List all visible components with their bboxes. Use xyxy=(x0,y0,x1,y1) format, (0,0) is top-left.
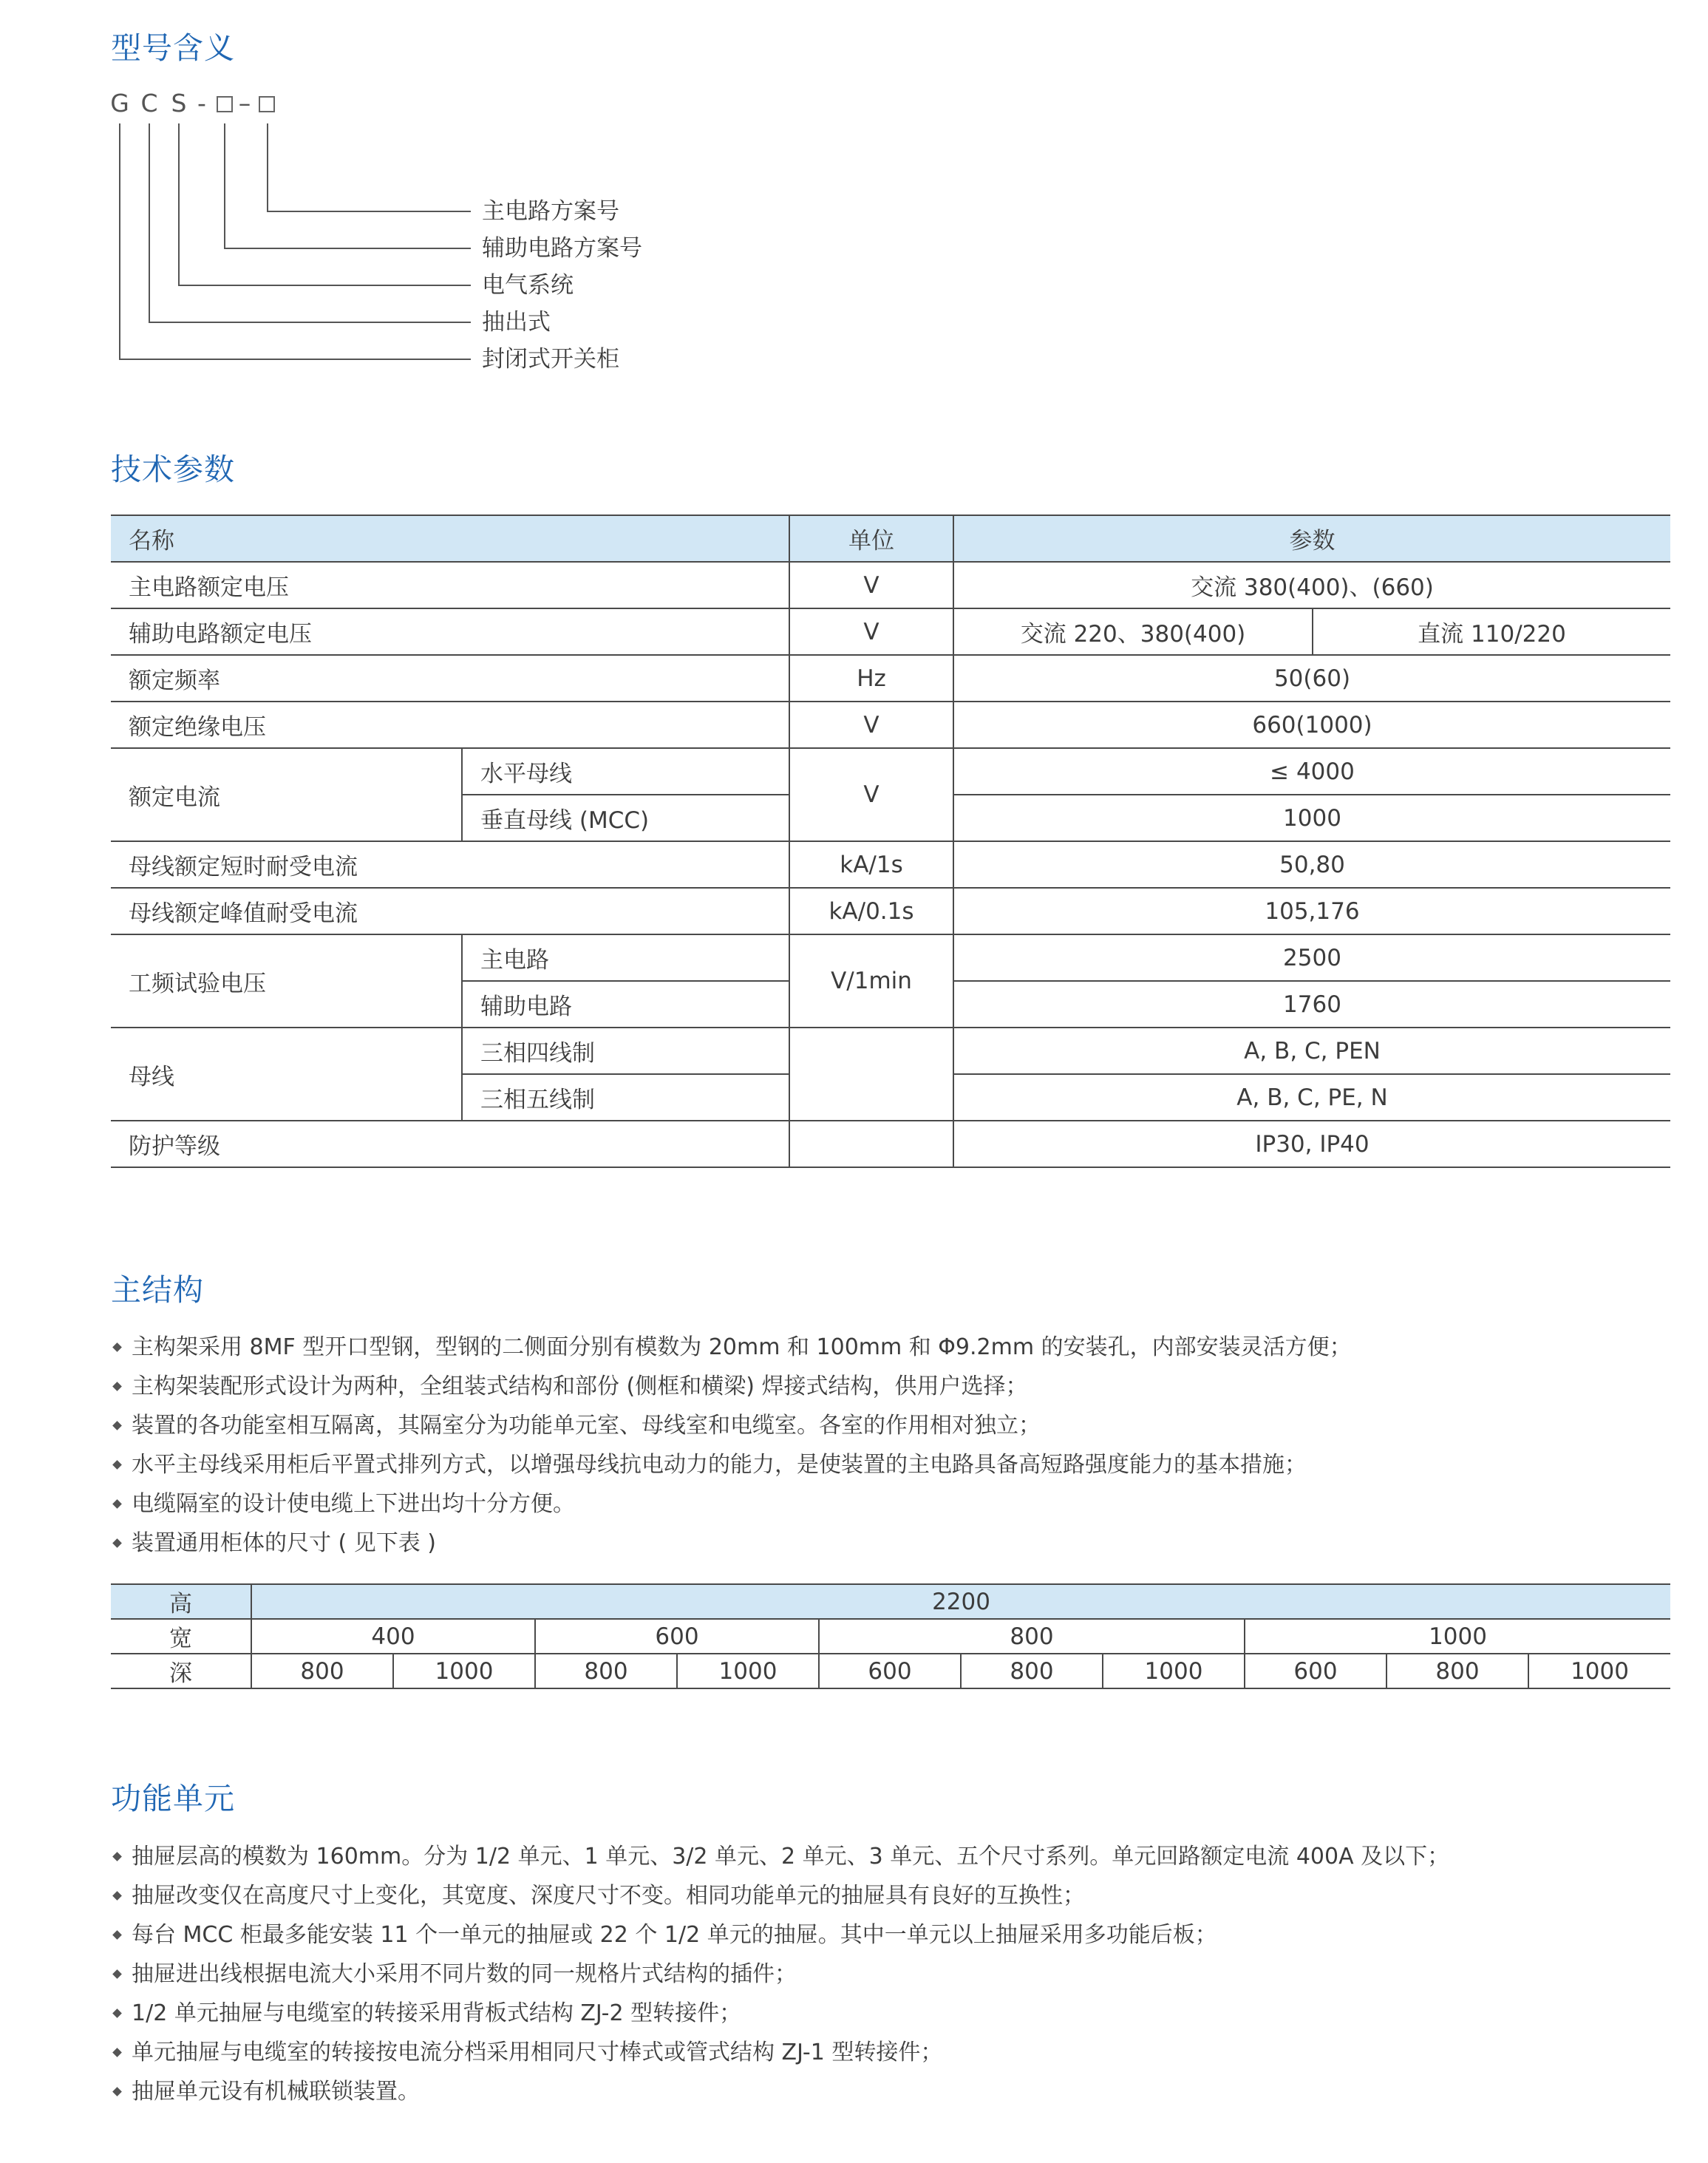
label-main-scheme: 主电路方案号 xyxy=(482,198,619,225)
depth-cell: 1000 xyxy=(393,1654,535,1688)
depth-cell: 1000 xyxy=(1103,1654,1245,1688)
row-value: 50(60) xyxy=(953,655,1670,702)
code-letter-c: C xyxy=(140,89,158,118)
list-item: 抽屉单元设有机械联锁装置。 xyxy=(111,2072,1449,2111)
section-title-tech: 技术参数 xyxy=(111,452,235,487)
connector-electric-system xyxy=(179,123,471,285)
row-name: 母线 xyxy=(111,1028,462,1121)
depth-cell: 1000 xyxy=(677,1654,819,1688)
list-item: 水平主母线采用柜后平置式排列方式，以增强母线抗电动力的能力，是使装置的主电路具备高短路强度能力的基本措施； xyxy=(111,1445,1352,1484)
section-title-function: 功能单元 xyxy=(111,1781,235,1816)
table-row-width xyxy=(111,1619,1670,1654)
row-value: A, B, C, PEN xyxy=(953,1028,1670,1074)
row-unit: kA/0.1s xyxy=(789,888,953,934)
row-name: 额定绝缘电压 xyxy=(111,702,789,748)
row-name: 工频试验电压 xyxy=(111,934,462,1028)
row-value: 交流 380(400)、(660) xyxy=(953,562,1670,608)
height-value: 2200 xyxy=(251,1584,1670,1619)
table-row-depth xyxy=(111,1654,1670,1688)
table-row xyxy=(111,748,1670,795)
section-title-model: 型号含义 xyxy=(111,30,235,66)
row-value-ac: 交流 220、380(400) xyxy=(953,608,1313,655)
width-cell: 800 xyxy=(819,1619,1245,1654)
row-name: 母线额定短时耐受电流 xyxy=(111,841,789,888)
label-enclosed-cabinet: 封闭式开关柜 xyxy=(482,346,619,373)
row-subname: 垂直母线 (MCC) xyxy=(462,795,789,841)
table-row xyxy=(111,608,1670,655)
list-item: 主构架采用 8MF 型开口型钢，型钢的二侧面分别有模数为 20mm 和 100mm 和 Φ9.2mm 的安装孔，内部安装灵活方便； xyxy=(111,1328,1352,1367)
depth-cell: 800 xyxy=(251,1654,393,1688)
row-name: 辅助电路额定电压 xyxy=(111,608,789,655)
depth-cell: 1000 xyxy=(1528,1654,1670,1688)
table-row xyxy=(111,702,1670,748)
width-cell: 400 xyxy=(251,1619,535,1654)
depth-cell: 600 xyxy=(819,1654,961,1688)
table-row xyxy=(111,655,1670,702)
header-unit: 单位 xyxy=(789,515,953,562)
code-dash: - xyxy=(197,89,206,118)
row-value: 50,80 xyxy=(953,841,1670,888)
code-letter-s: S xyxy=(171,89,187,118)
dimension-table xyxy=(111,1583,1670,1689)
row-unit: V/1min xyxy=(789,934,953,1028)
parameter-table xyxy=(111,515,1670,1168)
list-item: 电缆隔室的设计使电缆上下进出均十分方便。 xyxy=(111,1484,1352,1524)
header-name: 名称 xyxy=(111,515,789,562)
row-subname: 主电路 xyxy=(462,934,789,981)
width-label: 宽 xyxy=(111,1619,251,1654)
row-subname: 水平母线 xyxy=(462,748,789,795)
row-unit: V xyxy=(789,608,953,655)
depth-cell: 800 xyxy=(1387,1654,1528,1688)
code-dash: – xyxy=(238,89,251,118)
row-value-dc: 直流 110/220 xyxy=(1313,608,1670,655)
row-name: 主电路额定电压 xyxy=(111,562,789,608)
depth-cell: 800 xyxy=(535,1654,677,1688)
label-aux-scheme: 辅助电路方案号 xyxy=(482,235,642,262)
table-row xyxy=(111,888,1670,934)
list-item: 装置通用柜体的尺寸 ( 见下表 ) xyxy=(111,1524,1352,1563)
row-unit: kA/1s xyxy=(789,841,953,888)
table-row xyxy=(111,1121,1670,1167)
row-name: 额定频率 xyxy=(111,655,789,702)
depth-label: 深 xyxy=(111,1654,251,1688)
function-bullet-list xyxy=(111,1837,1449,2111)
table-row-height xyxy=(111,1584,1670,1619)
connector-main-scheme xyxy=(268,123,471,211)
structure-bullet-list xyxy=(111,1328,1352,1563)
row-unit xyxy=(789,1121,953,1167)
row-value: 1000 xyxy=(953,795,1670,841)
section-title-structure: 主结构 xyxy=(111,1272,204,1308)
row-value: 660(1000) xyxy=(953,702,1670,748)
list-item: 抽屉进出线根据电流大小采用不同片数的同一规格片式结构的插件； xyxy=(111,1955,1449,1994)
row-value: A, B, C, PE, N xyxy=(953,1074,1670,1121)
header-params: 参数 xyxy=(953,515,1670,562)
row-unit: V xyxy=(789,702,953,748)
label-withdrawable: 抽出式 xyxy=(482,309,551,336)
row-name: 防护等级 xyxy=(111,1121,789,1167)
list-item: 装置的各功能室相互隔离，其隔室分为功能单元室、母线室和电缆室。各室的作用相对独立； xyxy=(111,1406,1352,1445)
code-letter-g: G xyxy=(110,89,129,118)
table-row xyxy=(111,934,1670,981)
label-electric-system: 电气系统 xyxy=(482,272,574,299)
list-item: 每台 MCC 柜最多能安装 11 个一单元的抽屉或 22 个 1/2 单元的抽屉。其中一单元以上抽屉采用多功能后板； xyxy=(111,1915,1449,1955)
row-name: 额定电流 xyxy=(111,748,462,841)
table-row xyxy=(111,1028,1670,1074)
list-item: 主构架装配形式设计为两种，全组装式结构和部份 (侧框和横梁) 焊接式结构，供用户选择； xyxy=(111,1367,1352,1406)
connector-withdrawable xyxy=(149,123,471,322)
row-subname: 辅助电路 xyxy=(462,981,789,1028)
row-value: IP30, IP40 xyxy=(953,1121,1670,1167)
list-item: 抽屉改变仅在高度尺寸上变化，其宽度、深度尺寸不变。相同功能单元的抽屉具有良好的互换性； xyxy=(111,1876,1449,1915)
table-row xyxy=(111,562,1670,608)
list-item: 单元抽屉与电缆室的转接按电流分档采用相同尺寸棒式或管式结构 ZJ-1 型转接件； xyxy=(111,2033,1449,2072)
depth-cell: 600 xyxy=(1245,1654,1387,1688)
code-connectors xyxy=(0,0,517,384)
table-header-row xyxy=(111,515,1670,562)
connector-enclosed xyxy=(120,123,471,359)
row-value: 1760 xyxy=(953,981,1670,1028)
row-unit xyxy=(789,1028,953,1121)
row-subname: 三相五线制 xyxy=(462,1074,789,1121)
width-cell: 600 xyxy=(535,1619,819,1654)
row-unit: V xyxy=(789,562,953,608)
table-row xyxy=(111,841,1670,888)
connector-aux-scheme xyxy=(225,123,471,248)
row-value: ≤ 4000 xyxy=(953,748,1670,795)
depth-cell: 800 xyxy=(961,1654,1103,1688)
height-label: 高 xyxy=(111,1584,251,1619)
list-item: 1/2 单元抽屉与电缆室的转接采用背板式结构 ZJ-2 型转接件； xyxy=(111,1994,1449,2033)
row-unit: V xyxy=(789,748,953,841)
row-name: 母线额定峰值耐受电流 xyxy=(111,888,789,934)
list-item: 抽屉层高的模数为 160mm。分为 1/2 单元、1 单元、3/2 单元、2 单元、3 单元、五个尺寸系列。单元回路额定电流 400A 及以下； xyxy=(111,1837,1449,1876)
row-value: 2500 xyxy=(953,934,1670,981)
row-value: 105,176 xyxy=(953,888,1670,934)
width-cell: 1000 xyxy=(1245,1619,1670,1654)
row-unit: Hz xyxy=(789,655,953,702)
row-subname: 三相四线制 xyxy=(462,1028,789,1074)
